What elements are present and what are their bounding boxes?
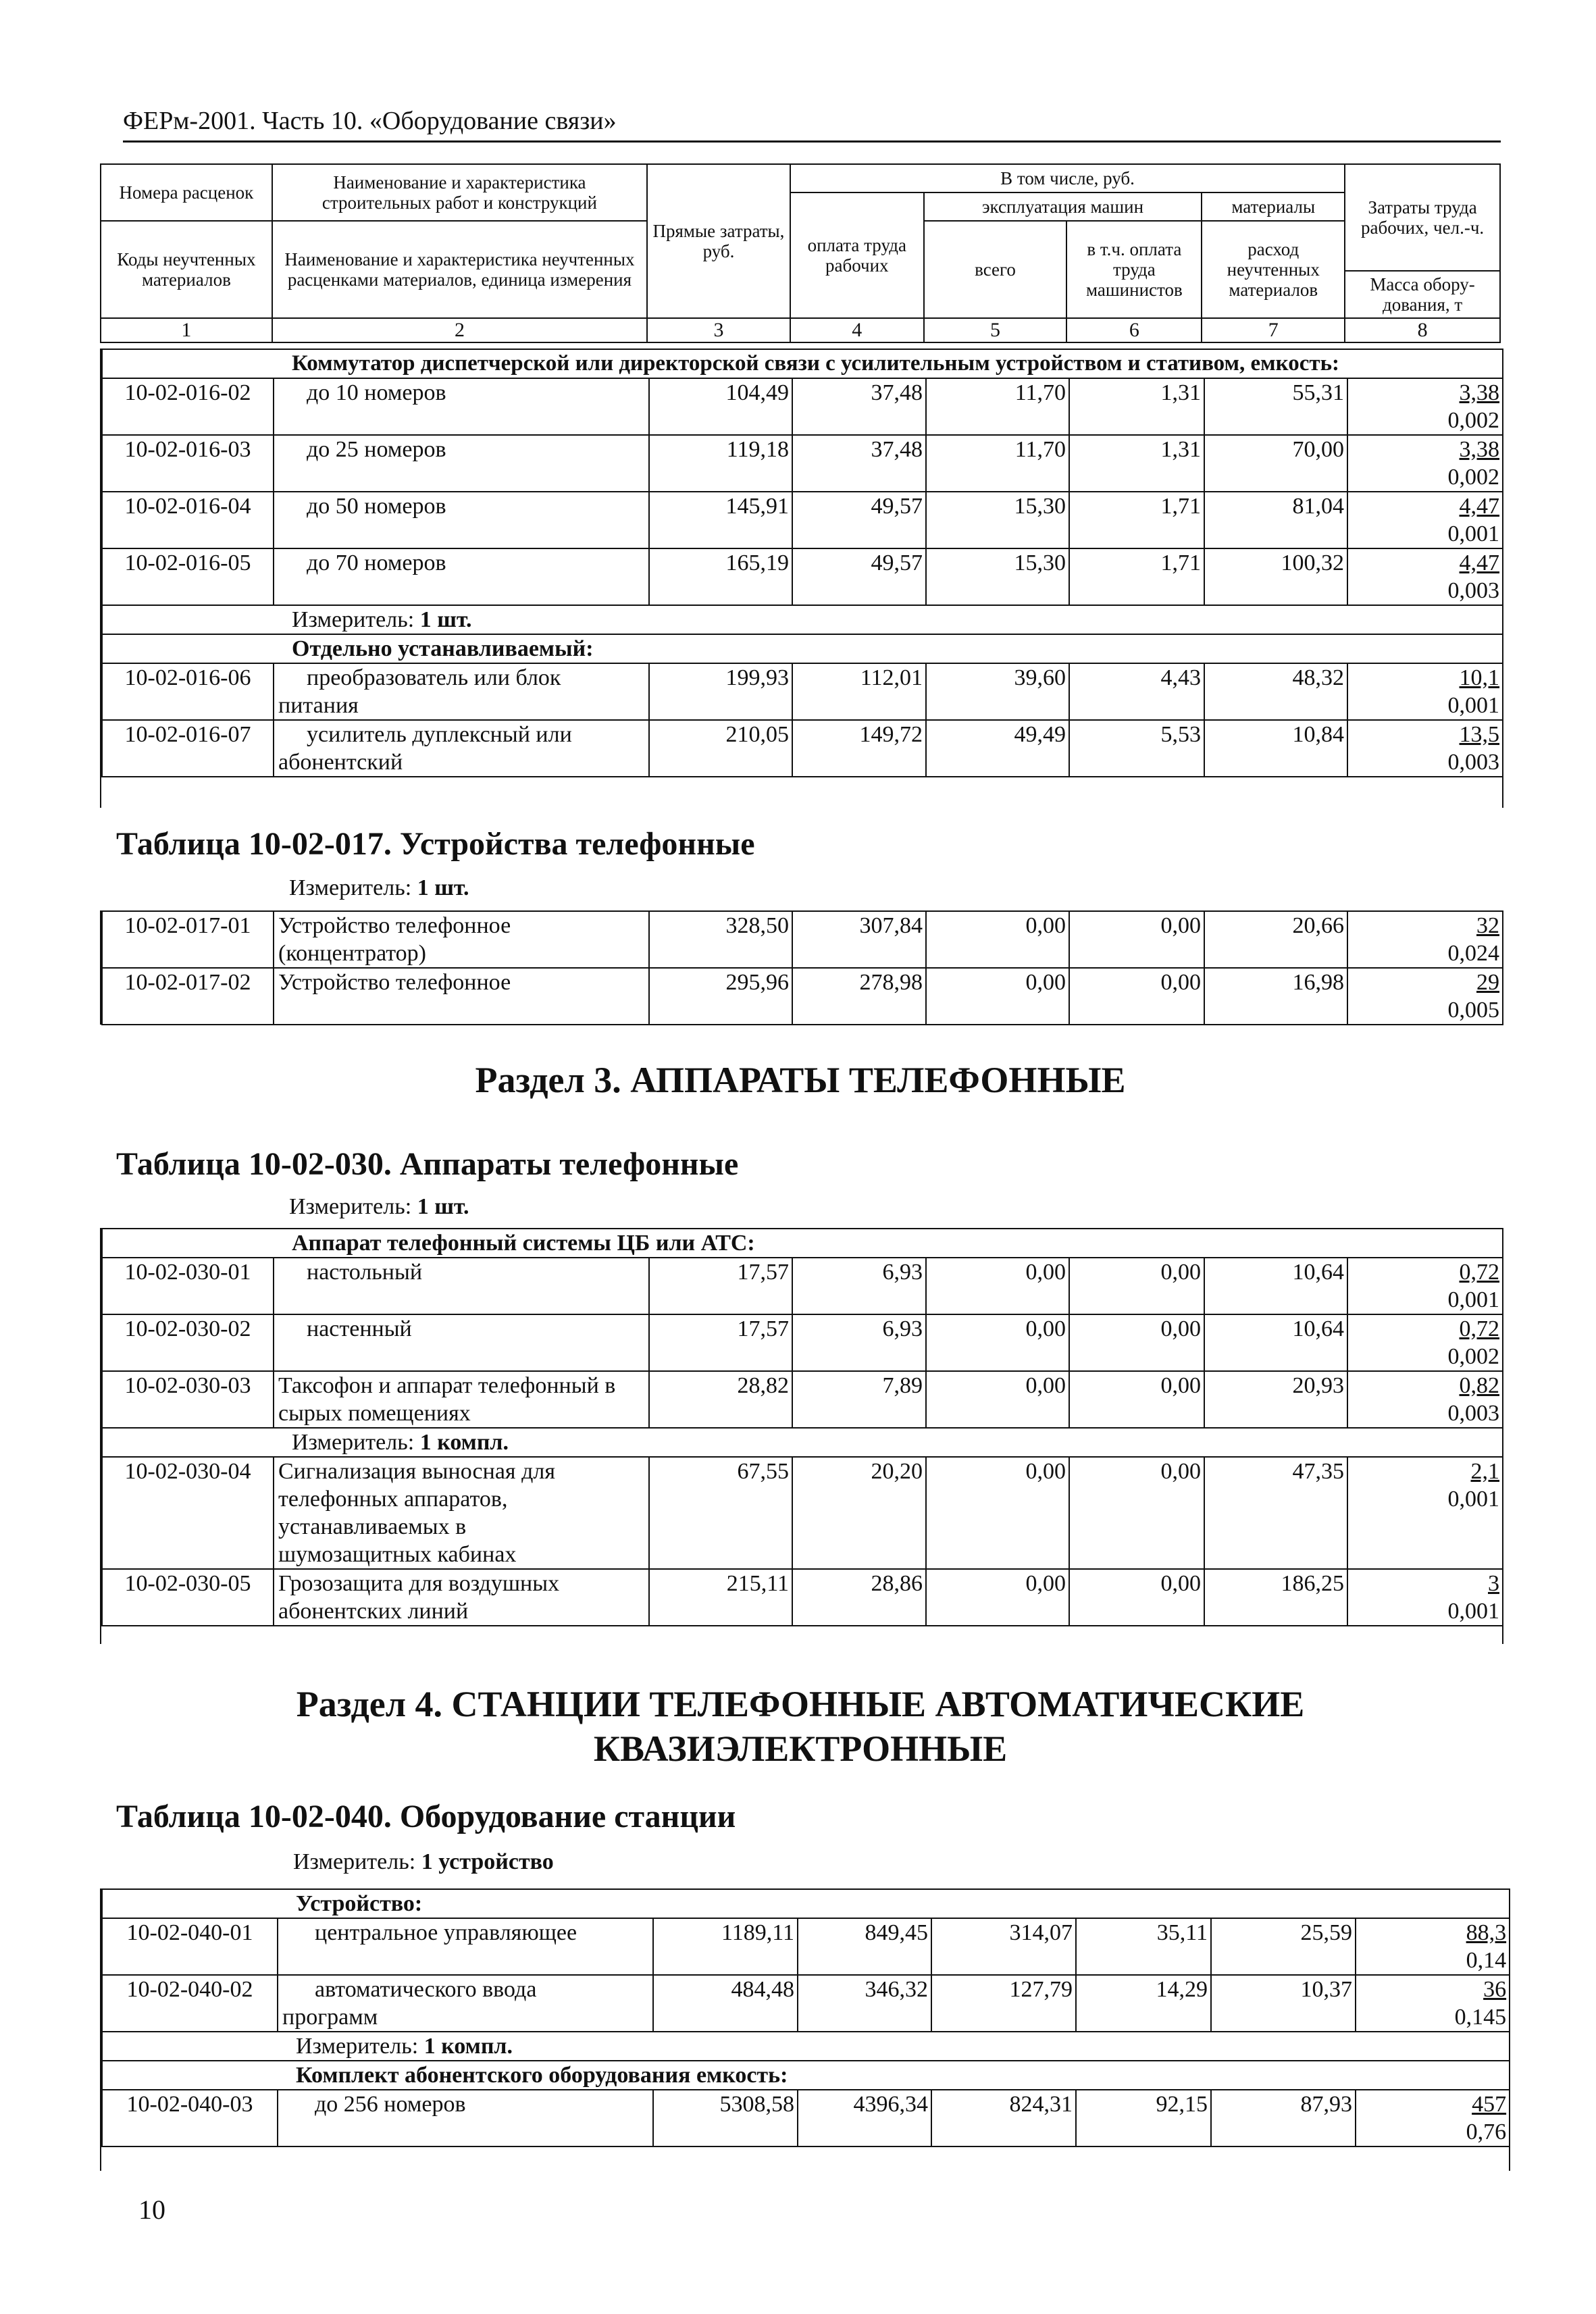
group-header: Коммутатор диспетчерской или директорской связи с усилительным устройством и стативом, емкость: [102,349,1503,378]
table-row [102,720,1503,777]
cell-machines: 15,30 [926,548,1069,605]
cell-machinist: 1,71 [1069,548,1204,605]
cell-materials: 20,93 [1204,1371,1347,1428]
cell-machines: 0,00 [926,1258,1069,1314]
cell-labor-mass [1347,1371,1503,1428]
meter-label: Измеритель: [292,607,415,632]
table-017 [101,910,1503,1025]
meter-row [102,2032,1510,2061]
table-030 [101,1228,1503,1626]
table-030-title: Таблица 10-02-030. Аппараты телефонные [116,1146,739,1182]
col-labor-costs: Затраты труда рабочих, чел.-ч. [1345,164,1500,271]
subgroup-header: Отдельно устанавливаемый: [102,634,1503,663]
rate-name-line2: телефонных аппаратов, [278,1487,508,1512]
table-016 [101,349,1503,777]
labor-cost: 0,72 [1459,1316,1499,1341]
table-row [102,492,1503,548]
cell-materials: 20,66 [1204,911,1347,968]
cell-direct: 28,82 [649,1371,792,1428]
col-direct-costs: Прямые затраты, руб. [647,164,790,318]
cell-machines: 0,00 [926,911,1069,968]
table-row [102,1918,1510,1975]
cell-labor-mass [1347,1258,1503,1314]
cell-materials: 87,93 [1211,2090,1356,2146]
cell-materials: 47,35 [1204,1457,1347,1569]
col-num-7: 7 [1202,318,1345,342]
rate-name-line2: (концентратор) [278,941,427,966]
cell-materials: 70,00 [1204,435,1347,492]
rate-code: 10-02-040-01 [102,1918,278,1975]
rate-name-line1: Устройство телефонное [278,970,511,995]
rate-name [274,1371,649,1428]
equipment-mass: 0,001 [1447,521,1500,546]
cell-labor-pay: 278,98 [792,968,926,1025]
cell-materials: 48,32 [1204,663,1347,720]
equipment-mass: 0,001 [1447,1487,1499,1512]
equipment-mass: 0,005 [1447,998,1499,1023]
labor-cost: 4,47 [1459,494,1500,519]
equipment-mass: 0,14 [1466,1948,1507,1973]
cell-machinist: 4,43 [1069,663,1204,720]
meter-label: Измеритель: [289,1194,412,1219]
table-016-block [100,349,1503,808]
cell-materials: 16,98 [1204,968,1347,1025]
cell-machinist: 14,29 [1076,1975,1211,2032]
meter-value: 1 компл. [423,2034,513,2059]
meter-label: Измеритель: [296,2034,419,2059]
meter-value: 1 компл. [419,1430,509,1455]
rate-name-line2: абонентский [278,750,403,775]
rate-name [274,663,649,720]
labor-cost: 13,5 [1459,722,1500,747]
rate-code: 10-02-030-04 [102,1457,274,1569]
cell-labor-mass [1347,911,1503,968]
table-030-meter [289,1194,469,1220]
equipment-mass: 0,024 [1447,941,1499,966]
cell-labor-mass [1347,548,1503,605]
cell-materials: 10,37 [1211,1975,1356,2032]
meter-row [102,1428,1503,1457]
meter-label: Измеритель: [289,875,412,900]
cell-direct: 215,11 [649,1569,792,1626]
cell-machines: 0,00 [926,1371,1069,1428]
group-header: Устройство: [102,1889,1510,1918]
running-header: ФЕРм-2001. Часть 10. «Оборудование связи» [123,101,1501,143]
table-row [102,663,1503,720]
cell-labor-pay: 149,72 [792,720,926,777]
table-row [102,1371,1503,1428]
table-017-title: Таблица 10-02-017. Устройства телефонные [116,826,755,862]
table-040 [101,1888,1510,2147]
page-number: 10 [138,2194,165,2225]
table-040-meter [293,1849,554,1875]
rate-code: 10-02-016-06 [102,663,274,720]
rate-name-line4: шумозащитных кабинах [278,1542,517,1567]
col-num-3: 3 [647,318,790,342]
labor-cost: 2,1 [1470,1459,1499,1484]
meter-label: Измеритель: [292,1430,415,1455]
cell-labor-mass [1347,663,1503,720]
cell-labor-mass [1356,1975,1510,2032]
cell-labor-pay: 37,48 [792,378,926,435]
cell-machinist: 0,00 [1069,1457,1204,1569]
rate-name-line1: Устройство телефонное [278,913,511,938]
meter-value: 1 шт. [417,875,469,900]
col-rate-numbers: Номера расценок [101,164,272,221]
table-row [102,1314,1503,1371]
rate-code: 10-02-017-02 [102,968,274,1025]
cell-labor-mass [1356,2090,1510,2146]
rate-name: до 70 номеров [274,548,649,605]
labor-cost: 29 [1476,970,1499,995]
cell-materials: 55,31 [1204,378,1347,435]
rate-name-line1: усилитель дуплексный или [307,722,572,747]
rate-name-line1: центральное управляющее [315,1920,577,1945]
cell-machinist: 92,15 [1076,2090,1211,2146]
cell-materials: 186,25 [1204,1569,1347,1626]
cell-labor-mass [1347,492,1503,548]
cell-labor-pay: 20,20 [792,1457,926,1569]
rate-name-line1: Сигнализация выносная для [278,1459,555,1484]
rate-name-line2: сырых помещениях [278,1401,471,1426]
cell-machines: 127,79 [931,1975,1076,2032]
group-header: Аппарат телефонный системы ЦБ или АТС: [102,1229,1503,1258]
labor-cost: 0,82 [1459,1373,1499,1398]
col-machines: эксплуатация машин [924,192,1202,221]
cell-direct: 210,05 [649,720,792,777]
col-machinist-pay: в т.ч. оплата труда машинистов [1066,221,1202,318]
col-num-4: 4 [790,318,924,342]
cell-machinist: 0,00 [1069,968,1204,1025]
table-017-meter [289,875,469,901]
equipment-mass: 0,003 [1447,750,1500,775]
table-row [102,1258,1503,1314]
col-materials: материалы [1202,192,1345,221]
cell-labor-pay: 6,93 [792,1314,926,1371]
rate-name: до 50 номеров [274,492,649,548]
equipment-mass: 0,001 [1447,1599,1499,1624]
meter-row [102,605,1503,634]
labor-cost: 3,38 [1459,380,1500,405]
table-row [102,1975,1510,2032]
labor-cost: 32 [1476,913,1499,938]
equipment-mass: 0,002 [1447,408,1500,433]
col-num-1: 1 [101,318,272,342]
rate-name: настольный [274,1258,649,1314]
rate-name-line3: устанавливаемых в [278,1514,467,1539]
cell-labor-mass [1347,1314,1503,1371]
section-4-title-line2: КВАЗИЭЛЕКТРОННЫЕ [593,1728,1008,1769]
equipment-mass: 0,003 [1447,1401,1499,1426]
table-row [102,1569,1503,1626]
cell-labor-mass [1347,1569,1503,1626]
cell-labor-pay: 37,48 [792,435,926,492]
cell-direct: 17,57 [649,1314,792,1371]
rate-code: 10-02-016-04 [102,492,274,548]
cell-machinist: 35,11 [1076,1918,1211,1975]
cell-materials: 25,59 [1211,1918,1356,1975]
cell-labor-mass [1347,378,1503,435]
equipment-mass: 0,001 [1447,693,1500,718]
cell-machines: 314,07 [931,1918,1076,1975]
cell-materials: 81,04 [1204,492,1347,548]
cell-machinist: 0,00 [1069,1314,1204,1371]
cell-direct: 1189,11 [653,1918,798,1975]
table-row [102,1457,1503,1569]
equipment-mass: 0,003 [1447,578,1500,603]
rate-name [274,1457,649,1569]
cell-machines: 49,49 [926,720,1069,777]
table-row [102,2090,1510,2146]
cell-labor-pay: 7,89 [792,1371,926,1428]
cell-machines: 11,70 [926,378,1069,435]
cell-labor-pay: 4396,34 [798,2090,931,2146]
section-4-title-line1: Раздел 4. СТАНЦИИ ТЕЛЕФОННЫЕ АВТОМАТИЧЕСКИЕ [296,1684,1305,1724]
cell-direct: 484,48 [653,1975,798,2032]
rate-name: настенный [274,1314,649,1371]
labor-cost: 457 [1472,2092,1507,2117]
equipment-mass: 0,145 [1454,2005,1507,2030]
meter-value: 1 шт. [419,607,472,632]
cell-machinist: 0,00 [1069,1258,1204,1314]
labor-cost: 3,38 [1459,437,1500,462]
col-work-name: Наименование и характеристика строительных работ и конструкций [272,164,647,221]
equipment-mass: 0,002 [1447,465,1500,490]
table-row [102,378,1503,435]
cell-labor-mass [1347,1457,1503,1569]
cell-direct: 17,57 [649,1258,792,1314]
equipment-mass: 0,76 [1466,2119,1507,2144]
cell-machinist: 5,53 [1069,720,1204,777]
cell-machines: 0,00 [926,1457,1069,1569]
meter-value: 1 устройство [421,1849,554,1874]
cell-direct: 119,18 [649,435,792,492]
cell-machines: 11,70 [926,435,1069,492]
rate-code: 10-02-016-02 [102,378,274,435]
col-unaccounted-codes: Коды неучтенных материалов [101,221,272,318]
table-row [102,911,1503,968]
cell-machinist: 0,00 [1069,1569,1204,1626]
table-row [102,548,1503,605]
cell-direct: 104,49 [649,378,792,435]
cell-labor-pay: 112,01 [792,663,926,720]
col-num-8: 8 [1345,318,1500,342]
rate-code: 10-02-016-07 [102,720,274,777]
cell-labor-pay: 849,45 [798,1918,931,1975]
cell-direct: 295,96 [649,968,792,1025]
rate-code: 10-02-030-05 [102,1569,274,1626]
cell-direct: 199,93 [649,663,792,720]
col-num-2: 2 [272,318,647,342]
meter-label: Измеритель: [293,1849,416,1874]
cell-machinist: 1,31 [1069,435,1204,492]
cell-machines: 39,60 [926,663,1069,720]
cell-labor-pay: 49,57 [792,548,926,605]
cell-labor-pay: 346,32 [798,1975,931,2032]
rate-name [274,968,649,1025]
cell-labor-mass [1347,435,1503,492]
col-equipment-mass: Масса обору-дования, т [1345,271,1500,318]
cell-materials: 10,64 [1204,1258,1347,1314]
rate-name: до 256 номеров [278,2090,653,2146]
cell-direct: 67,55 [649,1457,792,1569]
rate-code: 10-02-017-01 [102,911,274,968]
rate-code: 10-02-016-03 [102,435,274,492]
rate-name [278,1918,653,1975]
cell-machines: 0,00 [926,1314,1069,1371]
cell-labor-pay: 28,86 [792,1569,926,1626]
rate-code: 10-02-016-05 [102,548,274,605]
rate-name-line2: питания [278,693,359,718]
col-machines-total: всего [924,221,1067,318]
cell-direct: 328,50 [649,911,792,968]
rate-name-line2: программ [282,2005,378,2030]
rate-name [274,911,649,968]
column-header-table [100,163,1501,343]
cell-materials: 10,84 [1204,720,1347,777]
labor-cost: 36 [1483,1977,1507,2002]
cell-labor-pay: 49,57 [792,492,926,548]
rate-name [278,1975,653,2032]
cell-machinist: 0,00 [1069,1371,1204,1428]
cell-labor-pay: 6,93 [792,1258,926,1314]
cell-machines: 824,31 [931,2090,1076,2146]
cell-machinist: 0,00 [1069,911,1204,968]
equipment-mass: 0,001 [1447,1287,1499,1312]
cell-machinist: 1,31 [1069,378,1204,435]
cell-labor-pay: 307,84 [792,911,926,968]
rate-name-line2: абонентских линий [278,1599,469,1624]
rate-name-line1: автоматического ввода [315,1977,537,2002]
table-017-block [100,910,1503,1025]
col-num-5: 5 [924,318,1067,342]
rate-code: 10-02-030-03 [102,1371,274,1428]
col-including: В том числе, руб. [790,164,1345,192]
cell-machinist: 1,71 [1069,492,1204,548]
table-040-title: Таблица 10-02-040. Оборудование станции [116,1799,736,1834]
table-040-block [100,1888,1510,2171]
cell-labor-mass [1356,1918,1510,1975]
rate-code: 10-02-030-02 [102,1314,274,1371]
rate-name: до 25 номеров [274,435,649,492]
col-unaccounted-names: Наименование и характеристика неучтенных расценками материалов, единица измерения [272,221,647,318]
cell-machines: 0,00 [926,968,1069,1025]
col-num-6: 6 [1066,318,1202,342]
cell-direct: 145,91 [649,492,792,548]
rate-name [274,720,649,777]
equipment-mass: 0,002 [1447,1344,1499,1369]
rate-name [274,1569,649,1626]
rate-code: 10-02-030-01 [102,1258,274,1314]
cell-machines: 0,00 [926,1569,1069,1626]
cell-machines: 15,30 [926,492,1069,548]
cell-materials: 100,32 [1204,548,1347,605]
table-row [102,435,1503,492]
labor-cost: 10,1 [1459,665,1500,690]
cell-direct: 165,19 [649,548,792,605]
rate-name-line1: преобразователь или блок [307,665,561,690]
cell-materials: 10,64 [1204,1314,1347,1371]
rate-code: 10-02-040-03 [102,2090,278,2146]
rate-name: до 10 номеров [274,378,649,435]
table-row [102,968,1503,1025]
rate-name-line1: Таксофон и аппарат телефонный в [278,1373,616,1398]
cell-labor-mass [1347,968,1503,1025]
section-3-title: Раздел 3. АППАРАТЫ ТЕЛЕФОННЫЕ [475,1060,1126,1100]
cell-direct: 5308,58 [653,2090,798,2146]
labor-cost: 88,3 [1466,1920,1507,1945]
rate-name-line1: Грозозащита для воздушных [278,1571,560,1596]
col-labor-pay: оплата труда рабочих [790,192,924,318]
subgroup-header: Комплект абонентского оборудования емкость: [102,2061,1510,2090]
rate-code: 10-02-040-02 [102,1975,278,2032]
table-030-block [100,1228,1503,1644]
labor-cost: 0,72 [1459,1260,1499,1285]
labor-cost: 4,47 [1459,550,1500,575]
col-unaccounted-consumption: расход неучтенных материалов [1202,221,1345,318]
meter-value: 1 шт. [417,1194,469,1219]
labor-cost: 3 [1488,1571,1499,1596]
cell-labor-mass [1347,720,1503,777]
